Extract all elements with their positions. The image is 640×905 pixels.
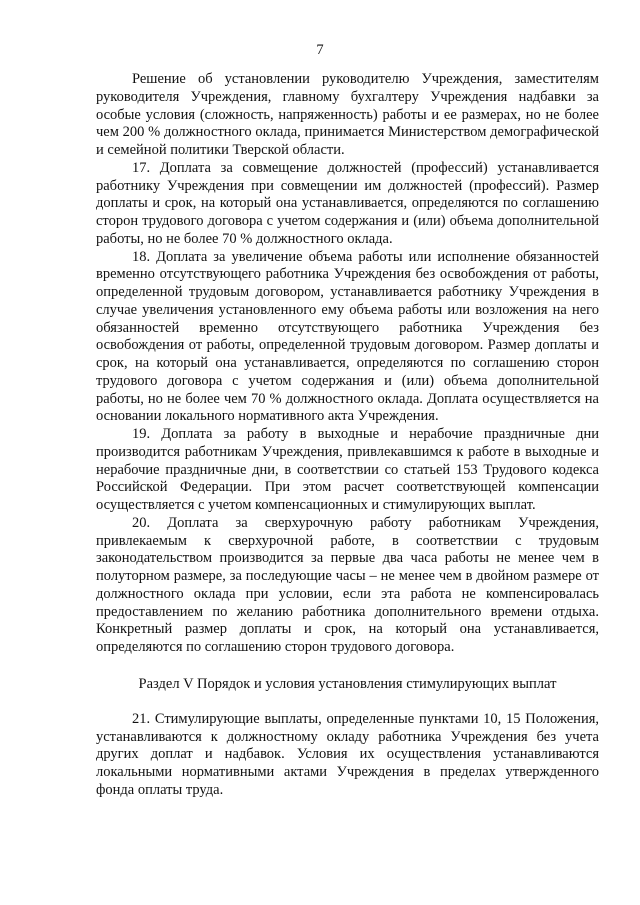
- page-number: 7: [316, 42, 324, 58]
- paragraph-21: 21. Стимулирующие выплаты, определенные пунктами 10, 15 Положения, устанавливаются к должностному окладу работника Учреждения без учета других доплат и надбавок. Условия их осуществления устанавливаются локальными нормативными актами Учреждения в пределах утвержденного фонда оплаты труда.: [96, 710, 599, 798]
- paragraph-17: 17. Доплата за совмещение должностей (профессий) устанавливается работнику Учреждения при совмещении им должностей (профессий). Размер доплаты и срок, на который она устанавливается, определяются по соглашению сторон трудового договора с учетом содержания и (или) объема дополнительной работы, но не более 70 % должностного оклада.: [96, 159, 599, 247]
- section-heading: Раздел V Порядок и условия установления стимулирующих выплат: [138, 675, 557, 692]
- paragraph-20: 20. Доплата за сверхурочную работу работникам Учреждения, привлекаемым к сверхурочной работе, в соответствии с трудовым законодательством производится за первые два часа работы не менее чем в полуторном размере, за последующие часы – не менее чем в двойном размере от должностного оклада при условии, если эта работа не компенсировалась предоставлением по желанию работника дополнительного времени отдыха. Конкретный размер доплаты и срок, на который она устанавливается, определяются по соглашению сторон трудового договора.: [96, 514, 599, 655]
- paragraph-19: 19. Доплата за работу в выходные и нерабочие праздничные дни производится работникам Учреждения, привлекавшимся к работе в выходные и нерабочие праздничные дни, в соответствии со статьей 153 Трудового кодекса Российской Федерации. При этом расчет соответствующей компенсации осуществляется с учетом компенсационных и стимулирующих выплат.: [96, 426, 599, 513]
- paragraph-18: 18. Доплата за увеличение объема работы или исполнение обязанностей временно отсутствующего работника Учреждения без освобождения от работы, определенной трудовым договором, устанавливается работнику Учреждения в случае увеличения установленного ему объема работы или возложения на него обязанностей временно отсутствующего работника Учреждения без освобождения от работы, определенной трудовым договором. Размер доплаты и срок, на который она устанавливается, определяются по соглашению сторон трудового договора с учетом содержания и (или) объема дополнительной работы, но не более чем 70 % должностного оклада. Доплата осуществляется на основании локального нормативного акта Учреждения.: [96, 248, 599, 425]
- paragraph-director-allowance: Решение об установлении руководителю Учреждения, заместителям руководителя Учреждения, главному бухгалтеру Учреждения надбавки за особые условия (сложность, напряженность) работы и ее размерах, но не более чем 200 % должностного оклада, принимается Министерством демографической и семейной политики Тверской области.: [96, 71, 599, 158]
- spacer: [96, 693, 599, 711]
- document-body: [96, 71, 599, 800]
- spacer: [96, 657, 599, 675]
